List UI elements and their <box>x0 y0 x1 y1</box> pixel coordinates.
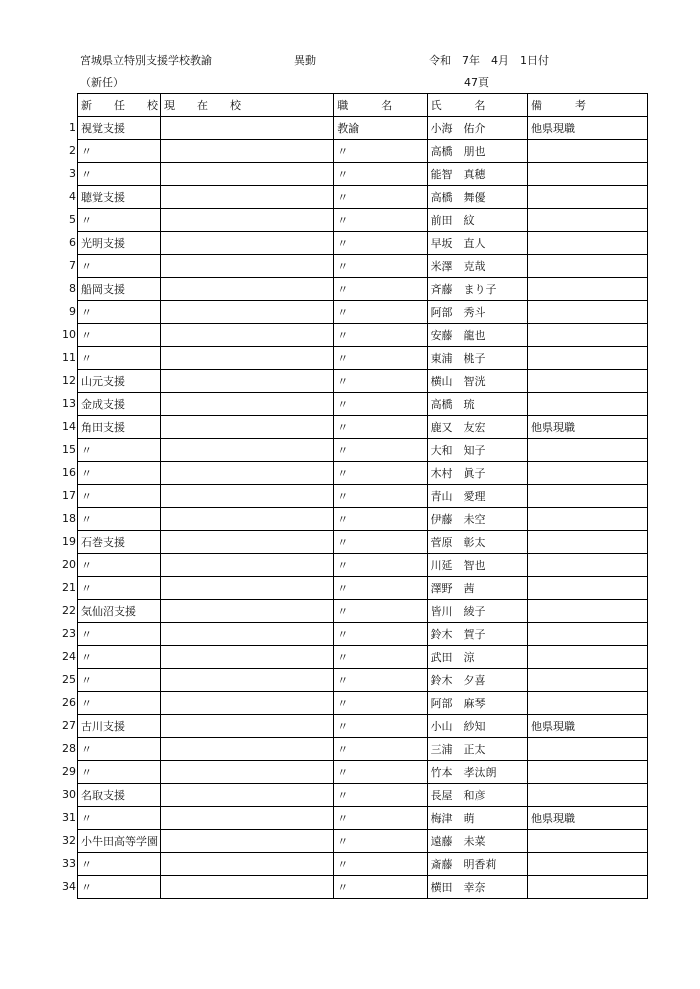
cell-note <box>528 531 648 554</box>
cell-name: 斎藤 明香莉 <box>427 853 527 876</box>
cell-new-school: 石巻支援 <box>78 531 161 554</box>
table-row <box>78 554 648 577</box>
cell-current-school <box>161 692 334 715</box>
cell-new-school: 〃 <box>78 209 161 232</box>
cell-new-school: 〃 <box>78 485 161 508</box>
cell-note <box>528 577 648 600</box>
table-row <box>78 531 648 554</box>
cell-position: 〃 <box>334 715 427 738</box>
cell-position: 〃 <box>334 416 427 439</box>
cell-position: 〃 <box>334 370 427 393</box>
cell-new-school: 〃 <box>78 623 161 646</box>
cell-position: 〃 <box>334 554 427 577</box>
cell-new-school: 気仙沼支援 <box>78 600 161 623</box>
row-number: 4 <box>69 190 76 203</box>
document-title: 異動 <box>294 54 316 67</box>
cell-note: 他県現職 <box>528 715 648 738</box>
cell-note <box>528 186 648 209</box>
cell-new-school: 〃 <box>78 692 161 715</box>
cell-current-school <box>161 232 334 255</box>
cell-current-school <box>161 439 334 462</box>
row-number: 6 <box>69 236 76 249</box>
cell-new-school: 〃 <box>78 554 161 577</box>
cell-new-school: 名取支援 <box>78 784 161 807</box>
row-number: 19 <box>62 535 76 548</box>
cell-new-school: 光明支援 <box>78 232 161 255</box>
cell-position: 〃 <box>334 876 427 899</box>
row-number: 18 <box>62 512 76 525</box>
cell-new-school: 〃 <box>78 439 161 462</box>
cell-current-school <box>161 807 334 830</box>
table-header-row <box>78 94 648 117</box>
cell-position: 〃 <box>334 163 427 186</box>
row-number: 13 <box>62 397 76 410</box>
cell-name: 遠藤 未菜 <box>427 830 527 853</box>
cell-name: 川延 智也 <box>427 554 527 577</box>
cell-current-school <box>161 600 334 623</box>
cell-note <box>528 554 648 577</box>
cell-position: 〃 <box>334 830 427 853</box>
cell-new-school: 船岡支援 <box>78 278 161 301</box>
table-row <box>78 462 648 485</box>
table-row <box>78 715 648 738</box>
cell-current-school <box>161 301 334 324</box>
table-row <box>78 324 648 347</box>
cell-current-school <box>161 416 334 439</box>
row-number: 27 <box>62 719 76 732</box>
cell-new-school: 視覚支援 <box>78 117 161 140</box>
row-number: 15 <box>62 443 76 456</box>
cell-note <box>528 232 648 255</box>
cell-current-school <box>161 830 334 853</box>
personnel-table <box>77 93 648 899</box>
cell-new-school: 〃 <box>78 738 161 761</box>
cell-new-school: 〃 <box>78 324 161 347</box>
cell-note <box>528 784 648 807</box>
cell-current-school <box>161 186 334 209</box>
cell-name: 木村 眞子 <box>427 462 527 485</box>
cell-note <box>528 278 648 301</box>
cell-position: 〃 <box>334 324 427 347</box>
cell-new-school: 〃 <box>78 301 161 324</box>
cell-name: 阿部 秀斗 <box>427 301 527 324</box>
cell-note <box>528 600 648 623</box>
cell-current-school <box>161 669 334 692</box>
cell-position: 〃 <box>334 347 427 370</box>
cell-new-school: 〃 <box>78 255 161 278</box>
cell-position: 〃 <box>334 692 427 715</box>
cell-position: 〃 <box>334 462 427 485</box>
cell-current-school <box>161 577 334 600</box>
cell-current-school <box>161 554 334 577</box>
cell-note <box>528 761 648 784</box>
table-row <box>78 232 648 255</box>
cell-new-school: 古川支援 <box>78 715 161 738</box>
cell-current-school <box>161 117 334 140</box>
table-row <box>78 485 648 508</box>
table-row <box>78 876 648 899</box>
cell-note <box>528 485 648 508</box>
table-row <box>78 209 648 232</box>
table-row <box>78 830 648 853</box>
cell-name: 鈴木 賀子 <box>427 623 527 646</box>
cell-name: 澤野 茜 <box>427 577 527 600</box>
column-header-new-school: 新 任 校 <box>78 94 161 117</box>
table-row <box>78 853 648 876</box>
row-number: 26 <box>62 696 76 709</box>
cell-note <box>528 853 648 876</box>
cell-name: 斉藤 まり子 <box>427 278 527 301</box>
effective-date: 令和 7年 4月 1日付 <box>429 54 549 67</box>
table-row <box>78 692 648 715</box>
cell-name: 小山 紗知 <box>427 715 527 738</box>
cell-position: 〃 <box>334 301 427 324</box>
table-row <box>78 646 648 669</box>
row-number-column <box>52 116 76 898</box>
cell-position: 〃 <box>334 577 427 600</box>
cell-current-school <box>161 738 334 761</box>
row-number: 31 <box>62 811 76 824</box>
cell-name: 高橋 舞優 <box>427 186 527 209</box>
cell-position: 〃 <box>334 761 427 784</box>
column-header-current-school: 現 在 校 <box>161 94 334 117</box>
cell-name: 小海 佑介 <box>427 117 527 140</box>
cell-position: 〃 <box>334 209 427 232</box>
cell-name: 高橋 朋也 <box>427 140 527 163</box>
table-row <box>78 508 648 531</box>
row-number: 2 <box>69 144 76 157</box>
cell-position: 〃 <box>334 393 427 416</box>
row-number: 28 <box>62 742 76 755</box>
cell-position: 〃 <box>334 439 427 462</box>
cell-position: 〃 <box>334 807 427 830</box>
table-row <box>78 140 648 163</box>
cell-new-school: 〃 <box>78 761 161 784</box>
cell-current-school <box>161 623 334 646</box>
cell-name: 横山 智洸 <box>427 370 527 393</box>
row-number: 32 <box>62 834 76 847</box>
cell-name: 菅原 彰太 <box>427 531 527 554</box>
row-number: 25 <box>62 673 76 686</box>
row-number: 7 <box>69 259 76 272</box>
table-row <box>78 600 648 623</box>
cell-note <box>528 347 648 370</box>
cell-current-school <box>161 163 334 186</box>
cell-note <box>528 324 648 347</box>
cell-name: 青山 愛理 <box>427 485 527 508</box>
row-number: 23 <box>62 627 76 640</box>
cell-note <box>528 646 648 669</box>
cell-position: 〃 <box>334 278 427 301</box>
cell-note <box>528 439 648 462</box>
cell-position: 〃 <box>334 623 427 646</box>
cell-position: 〃 <box>334 508 427 531</box>
category-label: （新任） <box>80 76 124 89</box>
cell-name: 横田 幸奈 <box>427 876 527 899</box>
cell-name: 東浦 桃子 <box>427 347 527 370</box>
table-row <box>78 163 648 186</box>
cell-new-school: 〃 <box>78 347 161 370</box>
row-number: 12 <box>62 374 76 387</box>
table-row <box>78 623 648 646</box>
table-row <box>78 186 648 209</box>
cell-note <box>528 623 648 646</box>
cell-note <box>528 738 648 761</box>
cell-note <box>528 692 648 715</box>
cell-current-school <box>161 462 334 485</box>
cell-name: 高橋 琉 <box>427 393 527 416</box>
cell-current-school <box>161 853 334 876</box>
table-row <box>78 278 648 301</box>
cell-position: 〃 <box>334 669 427 692</box>
row-number: 8 <box>69 282 76 295</box>
row-number: 16 <box>62 466 76 479</box>
row-number: 5 <box>69 213 76 226</box>
cell-new-school: 〃 <box>78 646 161 669</box>
table-row <box>78 807 648 830</box>
cell-current-school <box>161 715 334 738</box>
cell-new-school: 山元支援 <box>78 370 161 393</box>
cell-note <box>528 508 648 531</box>
cell-new-school: 〃 <box>78 807 161 830</box>
cell-new-school: 〃 <box>78 163 161 186</box>
cell-current-school <box>161 876 334 899</box>
column-header-position: 職 名 <box>334 94 427 117</box>
cell-name: 伊藤 未空 <box>427 508 527 531</box>
row-number: 1 <box>69 121 76 134</box>
cell-name: 竹本 孝汰朗 <box>427 761 527 784</box>
table-row <box>78 255 648 278</box>
table-row <box>78 439 648 462</box>
cell-current-school <box>161 531 334 554</box>
cell-current-school <box>161 370 334 393</box>
column-header-note: 備 考 <box>528 94 648 117</box>
cell-position: 〃 <box>334 531 427 554</box>
table-row <box>78 669 648 692</box>
row-number: 34 <box>62 880 76 893</box>
cell-current-school <box>161 646 334 669</box>
cell-name: 能智 真穂 <box>427 163 527 186</box>
cell-new-school: 〃 <box>78 577 161 600</box>
organization-title: 宮城県立特別支援学校教諭 <box>80 54 212 67</box>
row-number: 17 <box>62 489 76 502</box>
cell-position: 〃 <box>334 600 427 623</box>
cell-name: 前田 紋 <box>427 209 527 232</box>
table-row <box>78 738 648 761</box>
cell-note <box>528 462 648 485</box>
cell-current-school <box>161 393 334 416</box>
cell-position: 〃 <box>334 485 427 508</box>
cell-name: 三浦 正太 <box>427 738 527 761</box>
cell-current-school <box>161 508 334 531</box>
cell-name: 大和 知子 <box>427 439 527 462</box>
cell-position: 〃 <box>334 232 427 255</box>
cell-current-school <box>161 255 334 278</box>
cell-name: 武田 涼 <box>427 646 527 669</box>
table-row <box>78 370 648 393</box>
cell-current-school <box>161 324 334 347</box>
cell-new-school: 〃 <box>78 462 161 485</box>
cell-note <box>528 393 648 416</box>
cell-position: 〃 <box>334 646 427 669</box>
row-number: 20 <box>62 558 76 571</box>
cell-note <box>528 301 648 324</box>
cell-position: 〃 <box>334 853 427 876</box>
cell-new-school: 角田支援 <box>78 416 161 439</box>
cell-note <box>528 140 648 163</box>
cell-name: 長屋 和彦 <box>427 784 527 807</box>
row-number: 3 <box>69 167 76 180</box>
cell-current-school <box>161 209 334 232</box>
cell-position: 〃 <box>334 784 427 807</box>
column-header-name: 氏 名 <box>427 94 527 117</box>
cell-name: 皆川 綾子 <box>427 600 527 623</box>
table-row <box>78 301 648 324</box>
cell-current-school <box>161 784 334 807</box>
cell-new-school: 〃 <box>78 669 161 692</box>
cell-new-school: 〃 <box>78 140 161 163</box>
cell-current-school <box>161 347 334 370</box>
table-row <box>78 393 648 416</box>
cell-note <box>528 876 648 899</box>
cell-name: 梅津 萌 <box>427 807 527 830</box>
row-number: 33 <box>62 857 76 870</box>
cell-position: 〃 <box>334 140 427 163</box>
cell-note <box>528 370 648 393</box>
cell-note <box>528 255 648 278</box>
cell-new-school: 小牛田高等学園 <box>78 830 161 853</box>
cell-note: 他県現職 <box>528 416 648 439</box>
cell-name: 早坂 直人 <box>427 232 527 255</box>
table-row <box>78 784 648 807</box>
row-number: 29 <box>62 765 76 778</box>
table-row <box>78 577 648 600</box>
cell-note <box>528 830 648 853</box>
cell-new-school: 〃 <box>78 876 161 899</box>
cell-new-school: 金成支援 <box>78 393 161 416</box>
cell-new-school: 〃 <box>78 853 161 876</box>
cell-name: 米澤 克哉 <box>427 255 527 278</box>
row-number: 22 <box>62 604 76 617</box>
cell-current-school <box>161 485 334 508</box>
cell-note: 他県現職 <box>528 117 648 140</box>
row-number: 10 <box>62 328 76 341</box>
row-number: 21 <box>62 581 76 594</box>
cell-current-school <box>161 140 334 163</box>
cell-note <box>528 669 648 692</box>
cell-note <box>528 163 648 186</box>
cell-position: 〃 <box>334 738 427 761</box>
row-number: 30 <box>62 788 76 801</box>
row-number: 11 <box>62 351 76 364</box>
cell-note <box>528 209 648 232</box>
page-number: 47頁 <box>464 76 489 89</box>
table-row <box>78 761 648 784</box>
row-number: 9 <box>69 305 76 318</box>
cell-current-school <box>161 761 334 784</box>
cell-name: 鈴木 夕喜 <box>427 669 527 692</box>
cell-position: 〃 <box>334 186 427 209</box>
cell-note: 他県現職 <box>528 807 648 830</box>
table-row <box>78 117 648 140</box>
cell-position: 教諭 <box>334 117 427 140</box>
cell-position: 〃 <box>334 255 427 278</box>
row-number: 14 <box>62 420 76 433</box>
cell-name: 安藤 龍也 <box>427 324 527 347</box>
cell-new-school: 聴覚支援 <box>78 186 161 209</box>
row-number: 24 <box>62 650 76 663</box>
cell-current-school <box>161 278 334 301</box>
cell-name: 鹿又 友宏 <box>427 416 527 439</box>
table-row <box>78 347 648 370</box>
cell-new-school: 〃 <box>78 508 161 531</box>
cell-name: 阿部 麻琴 <box>427 692 527 715</box>
table-row <box>78 416 648 439</box>
